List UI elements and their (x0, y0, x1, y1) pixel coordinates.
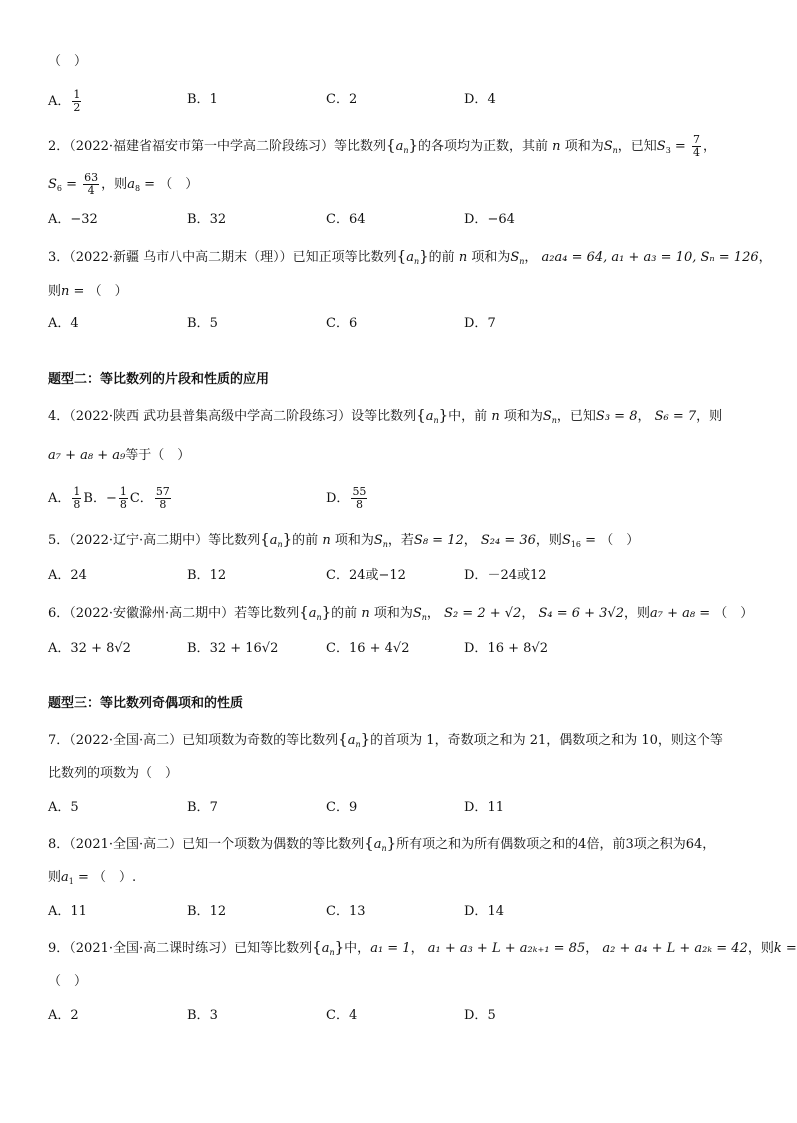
q1-option-b[interactable]: B．1 (187, 92, 218, 107)
section-heading-2: 题型二：等比数列的片段和性质的应用 (48, 372, 270, 387)
fraction: $\frac{1}{8}$ (73, 485, 81, 511)
q6-option-a[interactable]: A．32 + 8√2 (48, 641, 131, 656)
q9-options (48, 1005, 748, 1027)
q3-stem-line1: 3．（2022·新疆 乌市八中高二期末（理））已知正项等比数列$\{a_n\}$的前 n 项和为$S_n$， a₂a₄ = 64, a₁ + a₃ = 10, Sₙ = 126， (48, 247, 772, 266)
q6-option-b[interactable]: B．32 + 16√2 (187, 641, 279, 656)
q4-stem-line2: a₇ + a₈ + a₉等于（ ） (48, 448, 191, 463)
fraction: $\frac{1}{8}$ (119, 485, 127, 511)
q5-option-c[interactable]: C．24或−12 (326, 568, 406, 583)
q1-option-c[interactable]: C．2 (326, 92, 358, 107)
q8-stem-line1: 8．（2021·全国·高二）已知一个项数为偶数的等比数列$\{a_n\}$所有项之和为所有偶数项之和的4倍，前3项之积为64， (48, 834, 716, 853)
q7-option-c[interactable]: C．9 (326, 800, 358, 815)
q5-option-d[interactable]: D．－24或12 (464, 568, 547, 583)
q7-option-b[interactable]: B．7 (187, 800, 218, 815)
q5-options (48, 565, 748, 587)
q9-option-b[interactable]: B．3 (187, 1008, 218, 1023)
q5-stem: 5．（2022·辽宁·高二期中）等比数列$\{a_n\}$的前 n 项和为$S_n$，若S₈ = 12， S₂₄ = 36，则$S_{16}$ = （ ） (48, 530, 640, 549)
q2-source: （2022·福建省福安市第一中学高二阶段练习） (69, 139, 334, 154)
fraction: $\frac{55}{8}$ (352, 485, 367, 511)
q9-option-c[interactable]: C．4 (326, 1008, 358, 1023)
q3-option-d[interactable]: D．7 (464, 316, 496, 331)
q6-source: （2022·安徽滁州·高二期中） (69, 606, 235, 621)
q9-source: （2021·全国·高二课时练习） (69, 941, 235, 956)
q9-option-d[interactable]: D．5 (464, 1008, 496, 1023)
q2-option-d[interactable]: D．−64 (464, 212, 515, 227)
q3-source: （2022·新疆 乌市八中高二期末（理）） (69, 250, 293, 265)
q4-options (48, 486, 748, 514)
q7-stem-line1: 7．（2022·全国·高二）已知项数为奇数的等比数列$\{a_n\}$的首项为 1，奇数项之和为 21，偶数项之和为 10，则这个等 (48, 730, 723, 749)
q3-options (48, 313, 748, 335)
q4-option-d[interactable]: D． $\frac{55}{8}$ (326, 485, 367, 511)
fraction: $\frac{1}{2}$ (73, 88, 81, 114)
q1-option-a[interactable]: A． $\frac{1}{2}$ (48, 88, 81, 114)
q6-stem: 6．（2022·安徽滁州·高二期中）若等比数列$\{a_n\}$的前 n 项和为$S_n$， S₂ = 2 + √2， S₄ = 6 + 3√2，则a₇ + a₈ = （ ） (48, 603, 754, 622)
q9-stem-line1: 9．（2021·全国·高二课时练习）已知等比数列$\{a_n\}$中，a₁ = 1， a₁ + a₃ + L + a₂ₖ₊₁ = 85， a₂ + a₄ + L + a₂ₖ = 42，则k = (48, 938, 797, 957)
q1-option-d[interactable]: D．4 (464, 92, 496, 107)
fraction: $\frac{57}{8}$ (155, 485, 170, 511)
q9-stem-line2: （ ） (48, 974, 88, 989)
q3-option-a[interactable]: A．4 (48, 316, 79, 331)
q2-options (48, 209, 748, 231)
q5-source: （2022·辽宁·高二期中） (69, 533, 209, 548)
q2-stem-line2: $S_6$ = $\frac{63}{4}$ ，则$a_8$ = （ ） (48, 171, 199, 197)
q2-option-a[interactable]: A．−32 (48, 212, 98, 227)
q4-stem-line1: 4．（2022·陕西 武功县普集高级中学高二阶段练习）设等比数列$\{a_n\}$中，前 n 项和为$S_n$，已知S₃ = 8， S₆ = 7，则 (48, 406, 723, 425)
q9-option-a[interactable]: A．2 (48, 1008, 79, 1023)
q3-option-c[interactable]: C．6 (326, 316, 358, 331)
q3-stem-line2: 则n = （ ） (48, 284, 128, 299)
q8-option-a[interactable]: A．11 (48, 904, 87, 919)
q2-option-b[interactable]: B．32 (187, 212, 227, 227)
q8-option-d[interactable]: D．14 (464, 904, 504, 919)
q3-condition: a₂a₄ = 64, a₁ + a₃ = 10, Sₙ = 126 (541, 250, 759, 265)
q5-option-a[interactable]: A．24 (48, 568, 87, 583)
q3-option-b[interactable]: B．5 (187, 316, 218, 331)
fraction: $\frac{7}{4}$ (692, 133, 700, 159)
fraction: $\frac{63}{4}$ (84, 171, 99, 197)
q1-paren: （ ） (48, 54, 88, 69)
q4-option-a[interactable]: A． $\frac{1}{8}$ B．− $\frac{1}{8}$ C． $\frac{57}{8}$ (48, 485, 170, 511)
q8-options (48, 901, 748, 923)
q8-stem-line2: 则$a_1$ = （ ）. (48, 870, 137, 886)
q8-source: （2021·全国·高二） (69, 837, 183, 852)
q7-stem-line2: 比数列的项数为（ ） (48, 766, 179, 781)
q2-stem-line1: 2．（2022·福建省福安市第一中学高二阶段练习）等比数列$\{a_n\}$的各项均为正数，其前 n 项和为$S_n$，已知$S_3$ = $\frac{7}{4}$ ， (48, 133, 716, 159)
q6-option-c[interactable]: C．16 + 4√2 (326, 641, 410, 656)
q7-option-a[interactable]: A．5 (48, 800, 79, 815)
q5-option-b[interactable]: B．12 (187, 568, 227, 583)
q8-option-c[interactable]: C．13 (326, 904, 366, 919)
section-heading-3: 题型三：等比数列奇偶项和的性质 (48, 696, 244, 711)
q7-option-d[interactable]: D．11 (464, 800, 504, 815)
q7-source: （2022·全国·高二） (69, 733, 183, 748)
q4-source: （2022·陕西 武功县普集高级中学高二阶段练习） (69, 409, 352, 424)
q1-options (48, 88, 748, 114)
q2-option-c[interactable]: C．64 (326, 212, 366, 227)
q6-options (48, 638, 748, 660)
q7-options (48, 797, 748, 819)
q8-option-b[interactable]: B．12 (187, 904, 227, 919)
q6-option-d[interactable]: D．16 + 8√2 (464, 641, 548, 656)
